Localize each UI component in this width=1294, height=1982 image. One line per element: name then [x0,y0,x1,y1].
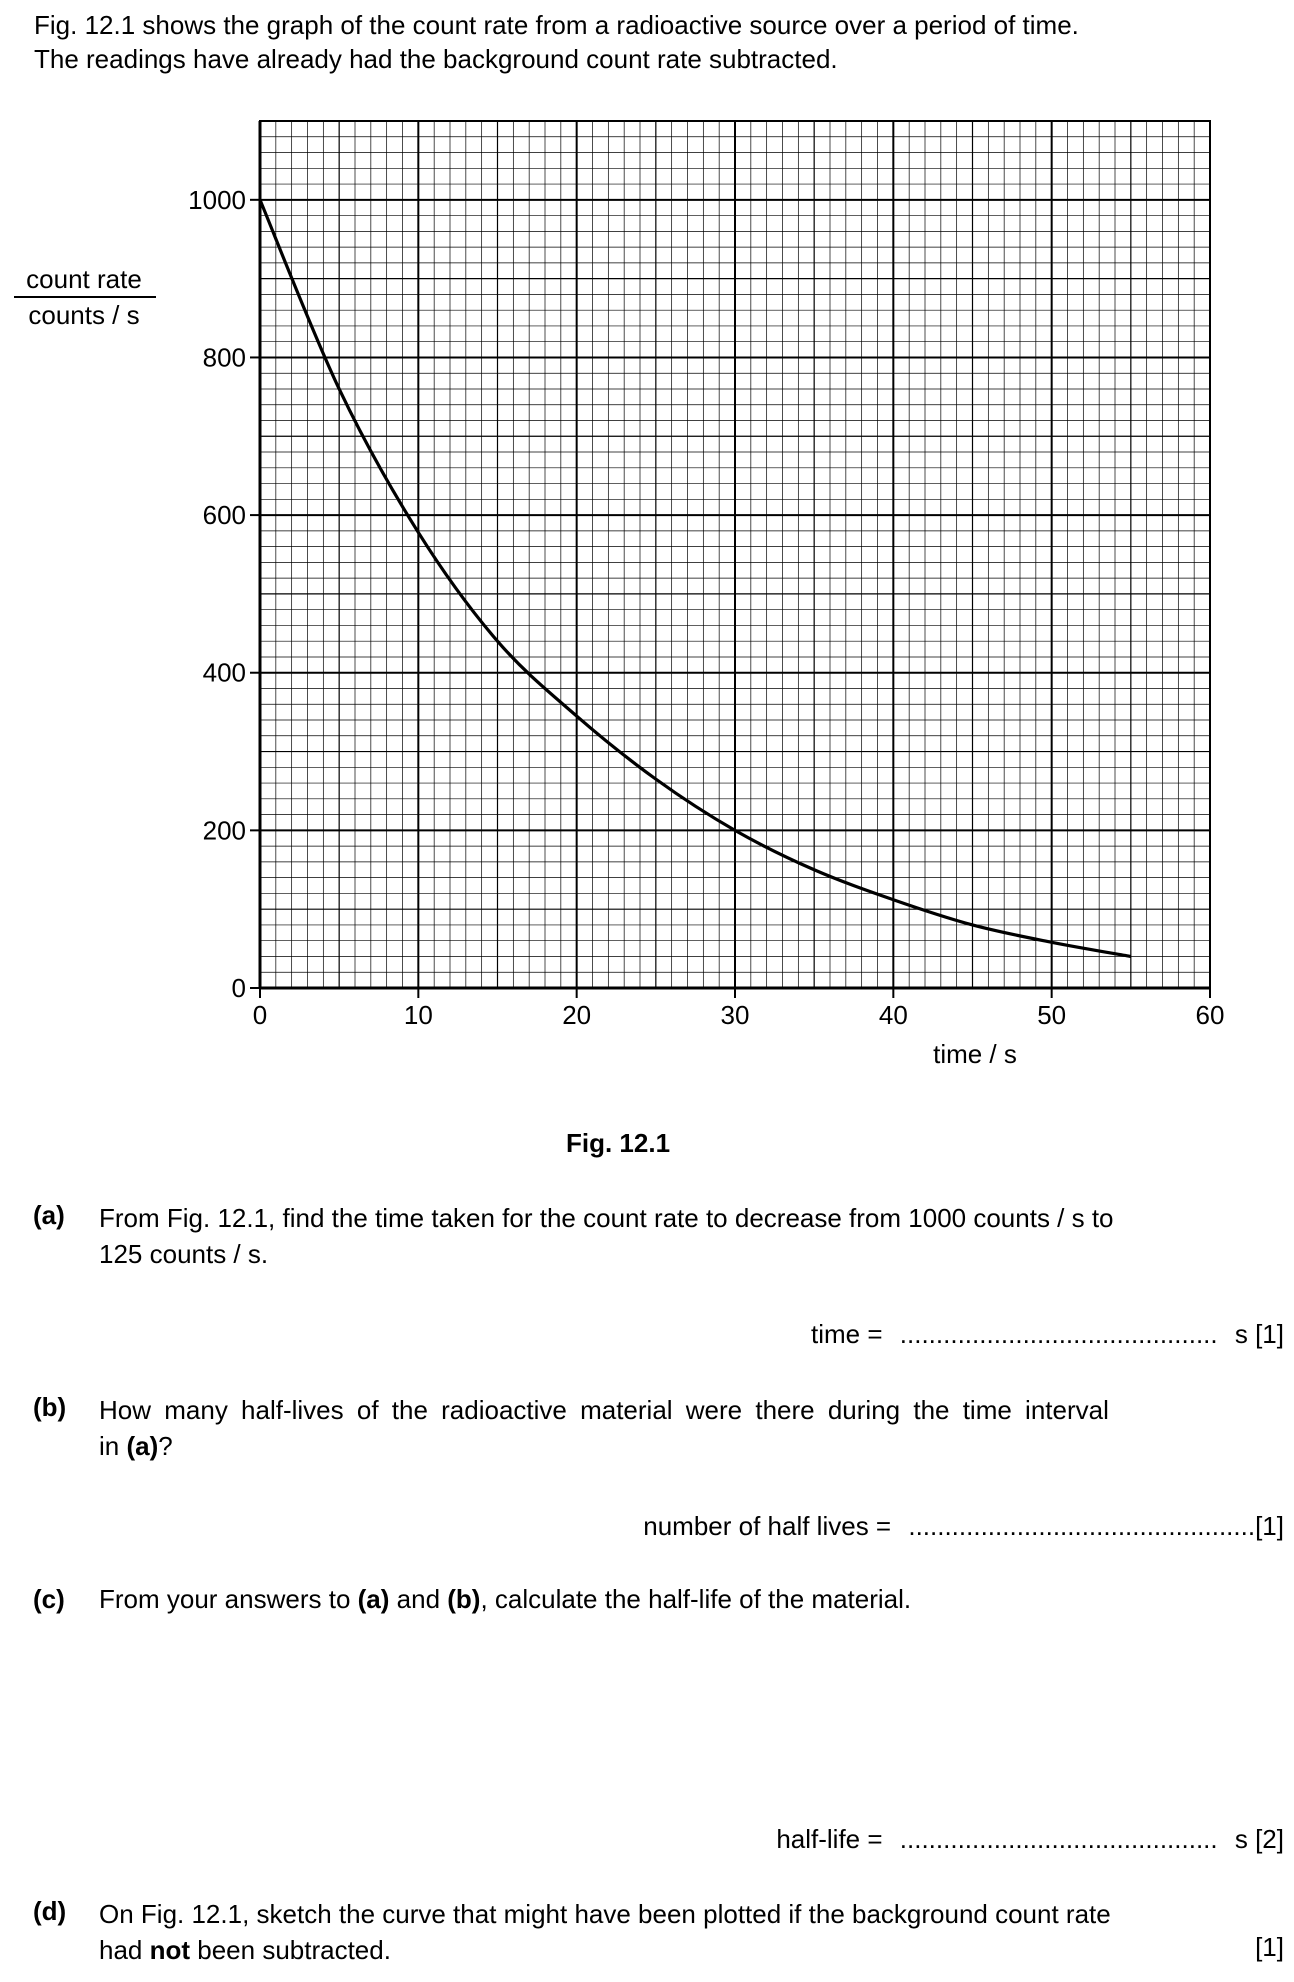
figure-caption: Fig. 12.1 [566,1128,671,1158]
answer-c-line[interactable] [776,1824,1284,1855]
y-tick-label: 200 [202,815,246,846]
question-d-marks: [1] [1255,1932,1284,1962]
y-tick-label: 1000 [188,184,246,215]
y-tick-label: 400 [202,657,246,688]
answer-a-prefix: time = [811,1319,883,1349]
question-a-line-2: 125 counts / s. [99,1239,269,1269]
x-tick-label: 20 [562,1000,592,1030]
y-tick-label: 800 [202,342,246,373]
intro-line-1: Fig. 12.1 shows the graph of the count rate from a radioactive source over a period of time. [34,10,1079,40]
question-b-label: (b) [33,1392,67,1422]
question-d-text [99,1896,1111,1968]
question-b-line-2-pre: in [99,1431,127,1461]
answer-c-suffix: s [2] [1234,1824,1284,1854]
answer-b-line[interactable] [643,1511,1284,1542]
x-tick-label: 40 [878,1000,908,1030]
y-tick-label: 0 [231,973,246,1003]
question-d-line-2-bold: not [149,1935,191,1965]
answer-b-prefix: number of half lives = [643,1511,892,1541]
answer-a-suffix: s [1] [1234,1319,1284,1349]
question-b-line-2-bold: (a) [126,1431,159,1461]
x-tick-label: 10 [403,1000,433,1030]
answer-c-prefix: half-life = [776,1824,883,1854]
y-tick-label: 600 [202,500,246,531]
x-tick-label: 60 [1195,1000,1225,1030]
question-d-line-1: On Fig. 12.1, sketch the curve that might have been plotted if the background count rate [99,1899,1111,1929]
question-d-label: (d) [33,1896,67,1926]
x-tick-label: 50 [1037,1000,1067,1030]
question-a-line-1: From Fig. 12.1, find the time taken for the count rate to decrease from 1000 counts / s to [99,1203,1114,1233]
question-d-line-2-post: been subtracted. [190,1935,391,1965]
intro-line-2: The readings have already had the background count rate subtracted. [34,44,838,74]
question-d-line-2 [99,1932,1111,1968]
y-axis-label-top: count rate [26,264,142,294]
tick-labels [188,185,1224,1030]
answer-a-line[interactable] [811,1319,1284,1350]
question-c-bold-b: (b) [447,1584,481,1614]
question-c-text-mid: and [389,1584,448,1614]
x-axis-label: time / s [933,1039,1017,1069]
answer-b-suffix: [1] [1255,1511,1284,1541]
question-c-text-post: , calculate the half-life of the material. [480,1584,912,1614]
x-tick-label: 30 [720,1000,750,1030]
question-d-line-2-pre: had [99,1935,150,1965]
question-b-line-2 [99,1428,1109,1464]
question-c-text-pre: From your answers to [99,1584,358,1614]
question-c-label: (c) [33,1584,65,1614]
question-b-text [99,1392,1109,1464]
y-axis-label-bottom: counts / s [28,300,140,330]
answer-b-dots: ................................................ [908,1511,1256,1541]
question-a-text [99,1200,1114,1272]
question-c-bold-a: (a) [357,1584,390,1614]
question-a-label: (a) [33,1200,65,1230]
question-c-text [99,1584,911,1615]
answer-a-dots: ............................................ [899,1319,1218,1349]
x-tick-label: 0 [252,1000,268,1030]
question-b-line-1: How many half-lives of the radioactive material were there during the time interval [99,1395,1109,1425]
tick-marks [250,200,1210,998]
question-b-line-2-post: ? [158,1431,173,1461]
answer-c-dots: ............................................ [899,1824,1218,1854]
